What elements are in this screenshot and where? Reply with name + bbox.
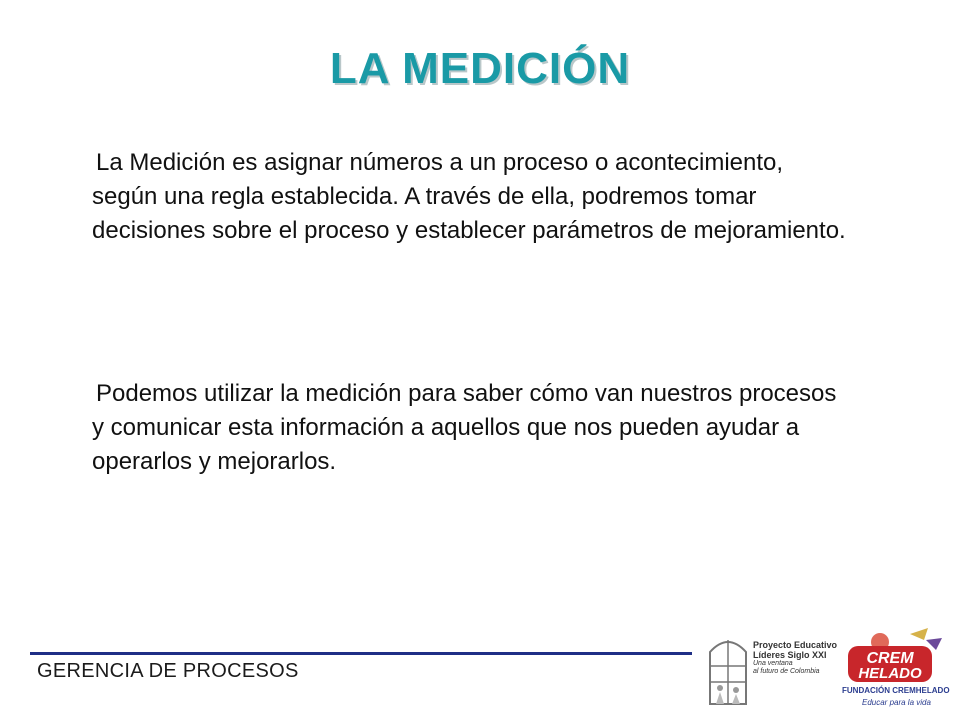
footer-text: GERENCIA DE PROCESOS	[37, 660, 299, 682]
proyecto-line-4: al futuro de Colombia	[753, 668, 820, 675]
cremhelado-wordmark-icon	[840, 626, 956, 686]
proyecto-educativo-text	[753, 640, 837, 676]
footer-rule	[30, 652, 692, 655]
wordmark-bottom: HELADO	[858, 665, 922, 682]
proyecto-educativo-logo	[706, 630, 838, 714]
proyecto-line-2: Líderes Siglo XXI	[753, 650, 827, 660]
window-children-icon	[706, 630, 750, 710]
proyecto-line-1: Proyecto Educativo	[753, 640, 838, 650]
paragraph-2	[92, 377, 852, 479]
wordmark-top: CREM	[866, 650, 914, 667]
proyecto-line-3: Una ventana	[753, 660, 793, 667]
fundacion-name: FUNDACIÓN CREMHELADO	[842, 686, 950, 695]
cremhelado-logo	[840, 626, 956, 718]
paragraph-2-text: Podemos utilizar la medición para saber cómo van nuestros procesos y comunicar esta información a aquellos que nos pueden ayudar a operarlos y mejorarlos.	[92, 380, 837, 475]
slide-title: LA MEDICIÓN	[329, 44, 631, 93]
paragraph-1-text: La Medición es asignar números a un proceso o acontecimiento, según una regla establecida. A través de ella, podremos tomar decisiones sobre el proceso y establecer parámetros de mejoramiento.	[92, 149, 846, 244]
paragraph-1	[92, 146, 852, 248]
fundacion-tagline: Educar para la vida	[862, 698, 931, 707]
